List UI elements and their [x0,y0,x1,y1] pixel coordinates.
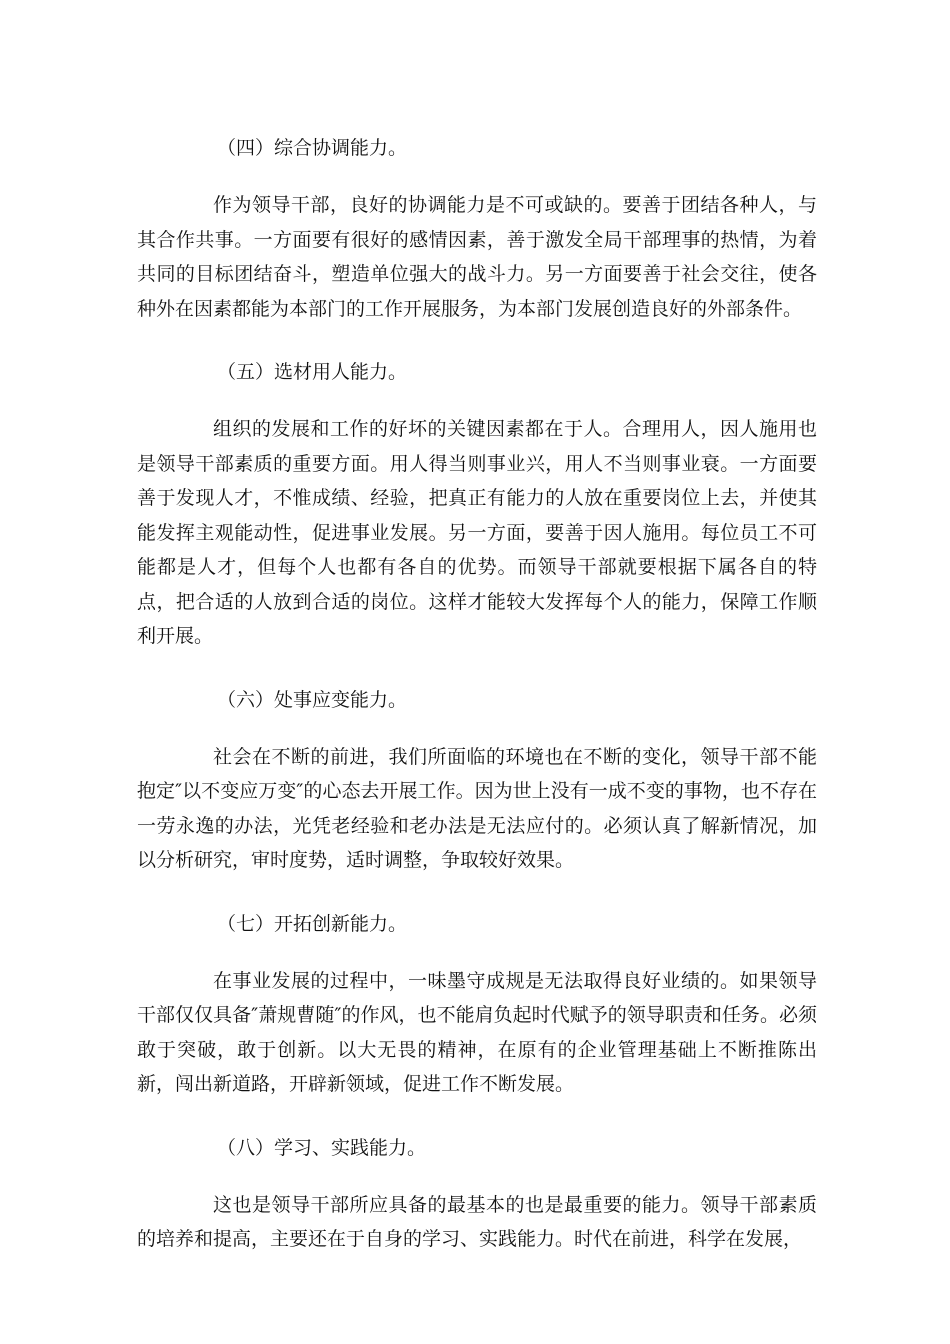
section-paragraph-5: 组织的发展和工作的好坏的关键因素都在于人。合理用人，因人施用也是领导干部素质的重要方面。用人得当则事业兴，用人不当则事业衰。一方面要善于发现人才，不惟成绩、经验，把真正有能力的人放在重要岗位上去，并使其能发挥主观能动性，促进事业发展。另一方面，要善于因人施用。每位员工不可能都是人才，但每个人也都有各自的优势。而领导干部就要根据下属各自的特点，把合适的人放到合适的岗位。这样才能较大发挥每个人的能力，保障工作顺利开展。 [137,418,817,647]
section-paragraph-7: 在事业发展的过程中，一味墨守成规是无法取得良好业绩的。如果领导干部仅仅具备″萧规曹随″的作风，也不能肩负起时代赋予的领导职责和任务。必须敢于突破，敢于创新。以大无畏的精神，在原有的企业管理基础上不断推陈出新，闯出新道路，开辟新领域，促进工作不断发展。 [137,969,817,1095]
section-heading-6: （六）处事应变能力。 [217,688,408,711]
section-heading-8: （八）学习、实践能力。 [217,1136,427,1159]
section-paragraph-6: 社会在不断的前进，我们所面临的环境也在不断的变化，领导干部不能抱定″以不变应万变″的心态去开展工作。因为世上没有一成不变的事物，也不存在一劳永逸的办法，光凭老经验和老办法是无法应付的。必须认真了解新情况，加以分析研究，审时度势，适时调整，争取较好效果。 [137,745,817,871]
section-heading-7: （七）开拓创新能力。 [217,912,408,935]
section-paragraph-4: 作为领导干部，良好的协调能力是不可或缺的。要善于团结各种人，与其合作共事。一方面要有很好的感情因素，善于激发全局干部理事的热情，为着共同的目标团结奋斗，塑造单位强大的战斗力。另一方面要善于社会交往，使各种外在因素都能为本部门的工作开展服务，为本部门发展创造良好的外部条件。 [137,194,817,320]
section-heading-5: （五）选材用人能力。 [217,361,408,383]
section-heading-4: （四）综合协调能力。 [217,137,408,159]
section-paragraph-8: 这也是领导干部所应具备的最基本的也是最重要的能力。领导干部素质的培养和提高，主要还在于自身的学习、实践能力。时代在前进，科学在发展， [137,1193,817,1250]
document-body [137,132,817,1257]
